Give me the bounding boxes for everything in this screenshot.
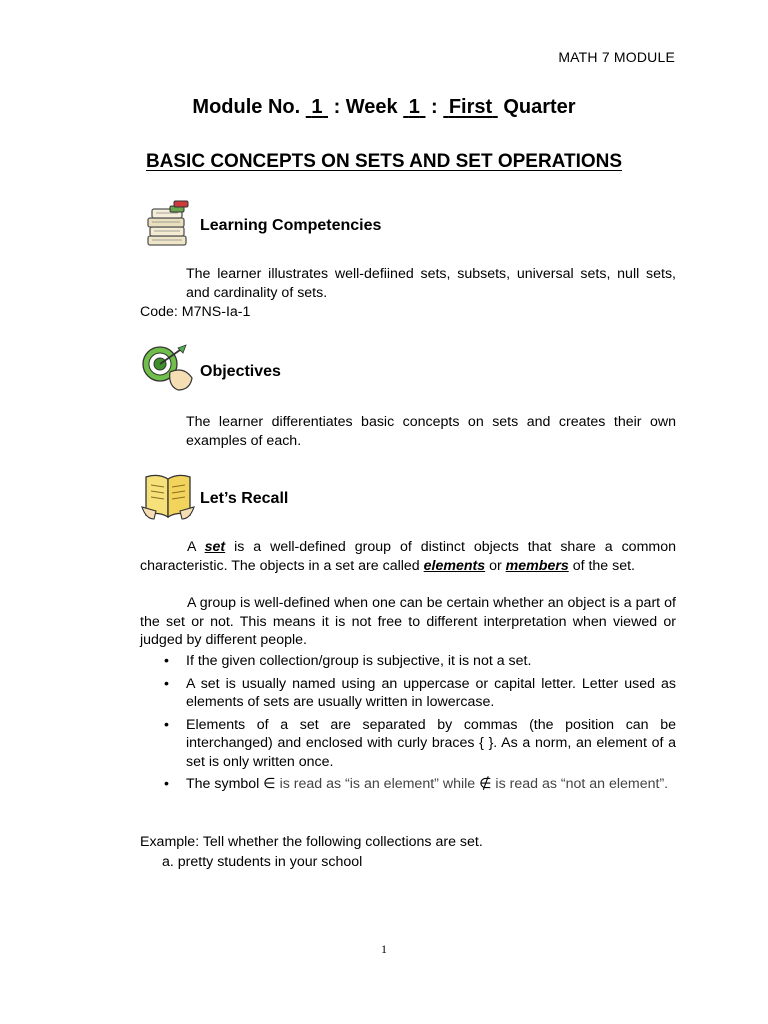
competencies-heading: [140, 192, 381, 252]
objectives-text: The learner differentiates basic concepts on sets and creates their own examples of each.: [186, 414, 676, 449]
recall-bullet-list: [162, 652, 676, 798]
open-book-icon: [140, 467, 196, 523]
quarter-value: First: [448, 96, 493, 118]
list-item: • Elements of a set are separated by commas (the position can be interchanged) and enclosed with curly braces { }. As a norm, an element of a set is only written once.: [162, 716, 676, 772]
module-prefix: Module No.: [192, 96, 301, 118]
page-number: 1: [381, 942, 387, 956]
module-number: 1: [311, 96, 323, 118]
competencies-heading-label: Learning Competencies: [200, 217, 382, 234]
element-of-symbol: ∈: [263, 776, 276, 792]
page-title: BASIC CONCEPTS ON SETS AND SET OPERATIONS: [145, 151, 623, 172]
term-set: set: [204, 539, 226, 555]
quarter-separator: :: [431, 96, 438, 118]
recall-well-defined-paragraph: A group is well-defined when one can be certain whether an object is a part of the set or not. This means it is not free to different interpretation when viewed or judged by different people.: [140, 595, 676, 648]
not-element-of-symbol: ∉: [479, 776, 492, 792]
example-item-a: a. pretty students in your school: [162, 854, 363, 870]
competencies-code: Code: M7NS-Ia-1: [140, 304, 251, 320]
recall-heading: [140, 465, 288, 525]
module-header-label: MATH 7 MODULE: [558, 49, 675, 65]
target-icon: [140, 340, 196, 396]
example-intro: Example: Tell whether the following collections are set.: [140, 834, 483, 850]
term-members: members: [505, 557, 569, 574]
quarter-label: Quarter: [503, 96, 576, 118]
recall-definition-paragraph: A set is a well-defined group of distinct objects that share a common characteristic. The objects in a set are called elements or members of the set.: [140, 539, 676, 574]
list-item: • If the given collection/group is subjective, it is not a set.: [162, 652, 676, 671]
list-item: • The symbol ∈ is read as “is an element” while ∉ is read as “not an element”.: [162, 775, 676, 794]
objectives-heading-label: Objectives: [200, 363, 281, 380]
competencies-text: The learner illustrates well-defiined sets, subsets, universal sets, null sets, and cardinality of sets.: [186, 266, 676, 301]
books-icon: [140, 194, 196, 250]
module-info-line: [0, 96, 768, 119]
list-item: • A set is usually named using an uppercase or capital letter. Letter used as elements of sets are usually written in lowercase.: [162, 675, 676, 712]
recall-heading-label: Let’s Recall: [200, 490, 289, 507]
week-label: : Week: [333, 96, 398, 118]
week-number: 1: [408, 96, 420, 118]
term-elements: elements: [423, 557, 486, 574]
objectives-heading: [140, 338, 281, 398]
